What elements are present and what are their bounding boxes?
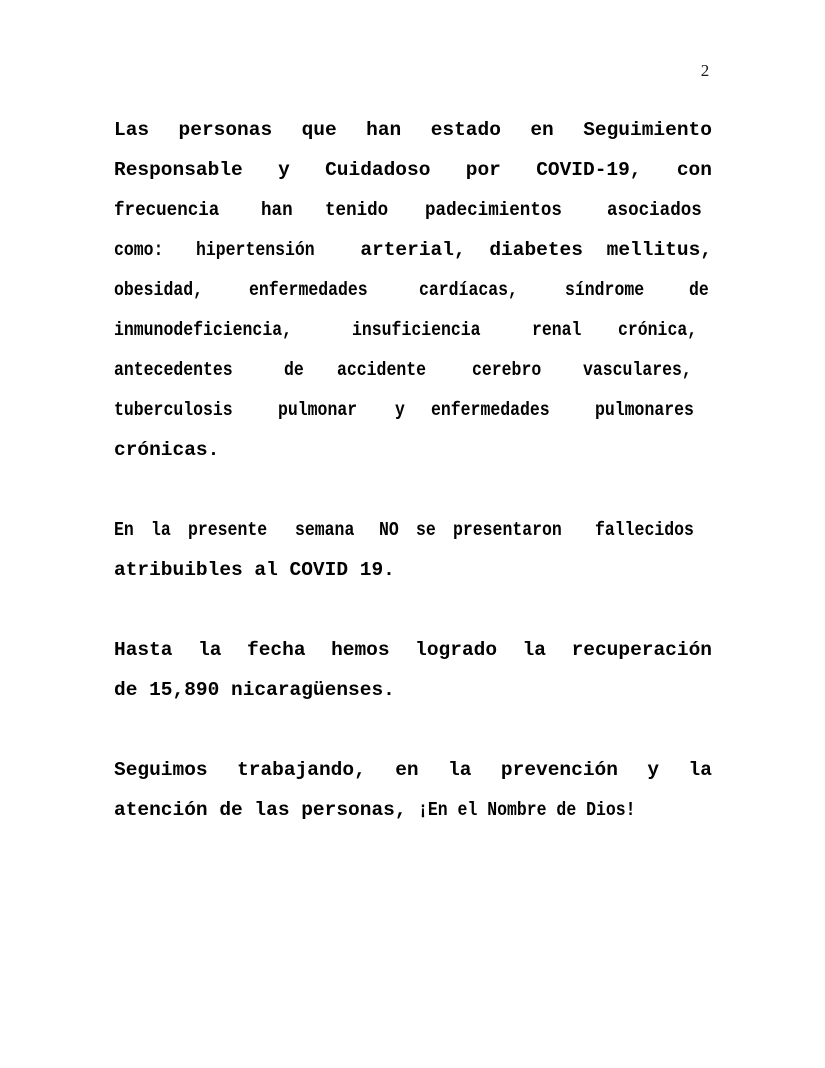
text-line bbox=[114, 190, 712, 230]
text-segment: como: bbox=[114, 239, 164, 261]
text-segment: atención de las personas, bbox=[114, 799, 419, 821]
text-segment: semana bbox=[295, 519, 355, 541]
text-segment: en bbox=[395, 759, 419, 781]
text-segment: de bbox=[283, 359, 304, 381]
text-segment: recuperación bbox=[571, 639, 712, 661]
text-segment: tuberculosis bbox=[114, 399, 233, 421]
text-segment: y bbox=[395, 399, 406, 421]
text-segment: la bbox=[150, 519, 171, 541]
text-segment: asociados bbox=[606, 199, 702, 221]
text-segment: hipertensión bbox=[196, 239, 315, 261]
text-segment: de bbox=[688, 279, 709, 301]
text-segment: renal bbox=[532, 319, 582, 341]
text-line bbox=[114, 230, 712, 270]
text-segment: prevención bbox=[500, 759, 618, 781]
text-segment: tenido bbox=[325, 199, 389, 221]
text-segment: Hasta bbox=[114, 639, 173, 661]
text-segment: pulmonar bbox=[278, 399, 358, 421]
text-segment: atribuibles al COVID 19. bbox=[114, 559, 395, 581]
text-segment: estado bbox=[430, 119, 501, 141]
text-segment: presente bbox=[187, 519, 267, 541]
text-line bbox=[114, 270, 712, 310]
text-segment: han bbox=[260, 199, 293, 221]
text-segment: crónicas. bbox=[114, 439, 220, 461]
text-line bbox=[114, 670, 712, 710]
text-segment: por bbox=[465, 159, 501, 181]
text-segment: presentaron bbox=[452, 519, 562, 541]
text-segment: se bbox=[415, 519, 436, 541]
text-line bbox=[114, 430, 712, 470]
text-segment: Las bbox=[114, 119, 150, 141]
text-segment: pulmonares bbox=[594, 399, 694, 421]
text-segment: logrado bbox=[415, 639, 498, 661]
text-segment: han bbox=[366, 119, 402, 141]
paragraph-recuperados bbox=[114, 630, 712, 710]
text-segment: hemos bbox=[331, 639, 390, 661]
text-line bbox=[114, 550, 712, 590]
text-line bbox=[114, 350, 712, 390]
text-line bbox=[114, 310, 712, 350]
text-segment: síndrome bbox=[565, 279, 645, 301]
text-segment: Cuidadoso bbox=[325, 159, 431, 181]
text-segment: en bbox=[530, 119, 554, 141]
text-segment: accidente bbox=[336, 359, 426, 381]
text-segment: insuficiencia bbox=[352, 319, 481, 341]
paragraph-fallecidos bbox=[114, 510, 712, 590]
text-segment: En bbox=[114, 519, 134, 541]
text-segment: COVID-19, bbox=[536, 159, 642, 181]
text-segment: inmunodeficiencia, bbox=[114, 319, 292, 341]
document-body bbox=[114, 110, 712, 830]
text-segment: enfermedades bbox=[430, 399, 550, 421]
text-segment: Seguimos bbox=[114, 759, 208, 781]
text-line bbox=[114, 790, 712, 830]
paragraph-comorbilidades bbox=[114, 110, 712, 470]
text-line bbox=[114, 150, 712, 190]
text-segment: frecuencia bbox=[114, 199, 220, 221]
text-segment: la bbox=[198, 639, 222, 661]
text-segment: de 15,890 nicaragüenses. bbox=[114, 679, 395, 701]
text-segment: mellitus, bbox=[606, 239, 712, 261]
text-segment: arterial, bbox=[360, 239, 466, 261]
text-segment: obesidad, bbox=[114, 279, 204, 301]
text-segment: que bbox=[301, 119, 337, 141]
text-segment: cerebro bbox=[471, 359, 541, 381]
text-segment: y bbox=[278, 159, 290, 181]
text-segment: la bbox=[688, 759, 712, 781]
text-segment: diabetes bbox=[489, 239, 583, 261]
text-segment: ¡En el Nombre de Dios! bbox=[418, 799, 636, 821]
text-line bbox=[114, 750, 712, 790]
text-segment: la bbox=[448, 759, 472, 781]
text-segment: padecimientos bbox=[425, 199, 562, 221]
text-segment: con bbox=[676, 159, 712, 181]
text-segment: crónica, bbox=[618, 319, 698, 341]
text-segment: personas bbox=[178, 119, 273, 141]
paragraph-cierre bbox=[114, 750, 712, 830]
text-segment: Responsable bbox=[114, 159, 243, 181]
text-line bbox=[114, 630, 712, 670]
text-segment: antecedentes bbox=[114, 359, 233, 381]
text-segment: enfermedades bbox=[248, 279, 368, 301]
text-segment: NO bbox=[378, 519, 399, 541]
text-segment: vasculares, bbox=[583, 359, 692, 381]
text-segment: y bbox=[647, 759, 660, 781]
text-segment: fallecidos bbox=[594, 519, 694, 541]
text-line bbox=[114, 110, 712, 150]
text-line bbox=[114, 390, 712, 430]
page-number: 2 bbox=[700, 61, 710, 80]
text-segment: la bbox=[522, 639, 547, 661]
text-segment: Seguimiento bbox=[583, 119, 712, 141]
text-segment: trabajando, bbox=[237, 759, 366, 781]
text-segment: cardíacas, bbox=[418, 279, 518, 301]
text-segment: fecha bbox=[247, 639, 306, 661]
text-line bbox=[114, 510, 712, 550]
